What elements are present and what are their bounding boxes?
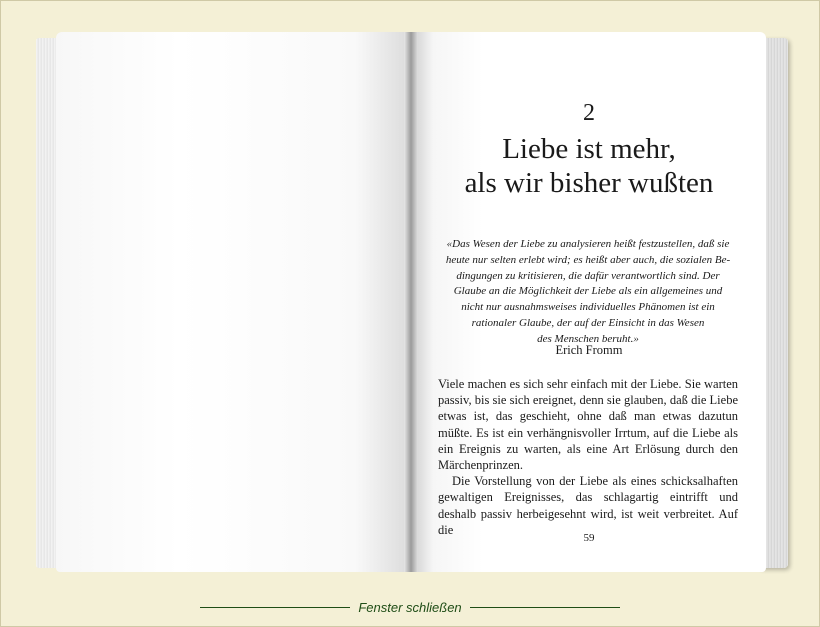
- epigraph-line: nicht nur ausnahmsweises individuelles Phänomen ist ein: [461, 301, 715, 314]
- right-page: [412, 32, 766, 572]
- epigraph-line: «Das Wesen der Liebe zu analysieren heißt festzustellen, daß sie: [446, 238, 730, 250]
- page-number: 59: [583, 532, 595, 544]
- chapter-title-line-1: Liebe ist mehr,: [502, 133, 676, 165]
- epigraph-line: rationaler Glaube, der auf der Einsicht in das Wesen: [471, 316, 705, 329]
- book-spine-gutter: [404, 32, 418, 572]
- epigraph-line: Glaube an die Möglichkeit der Liebe als ein allgemeines und: [453, 285, 723, 298]
- divider-right: [470, 607, 620, 608]
- body-text: [438, 376, 738, 538]
- paragraph: Viele machen es sich sehr einfach mit der Liebe. Sie warten passiv, bis sie sich ereignet, denn sie glauben, daß die Liebe etwas ist, das geschieht, ohne daß man etwas dazutun müßte. Es ist ein verhängnisvoller Irrtum, auf die Liebe als ein Ereignis zu warten, als eine Art Erlösung durch den Märchenprinzen.: [438, 377, 738, 473]
- epigraph-line: heute nur selten erlebt wird; es heißt aber auch, die sozialen Be-: [445, 253, 731, 266]
- chapter-title: [412, 132, 766, 200]
- left-page-blank: [56, 32, 408, 572]
- chapter-number: 2: [583, 100, 595, 126]
- open-book-image: [30, 28, 790, 578]
- epigraph-line: dingungen zu kritisieren, die dafür verantwortlich sind. Der: [456, 269, 720, 282]
- epigraph-author: Erich Fromm: [555, 343, 623, 357]
- close-window-link[interactable]: Fenster schließen: [358, 599, 462, 615]
- epigraph-line: des Menschen beruht.»: [537, 332, 639, 345]
- chapter-title-line-2: als wir bisher wußten: [464, 167, 714, 199]
- epigraph-quote: [436, 237, 740, 348]
- divider-left: [200, 607, 350, 608]
- footer: [200, 598, 620, 616]
- paragraph: Die Vorstellung von der Liebe als eines schicksalhaften gewaltigen Ereignisses, das schlagartig eintrifft und deshalb passiv herbeigesehnt wird, ist weit verbreitet. Auf die: [438, 474, 738, 537]
